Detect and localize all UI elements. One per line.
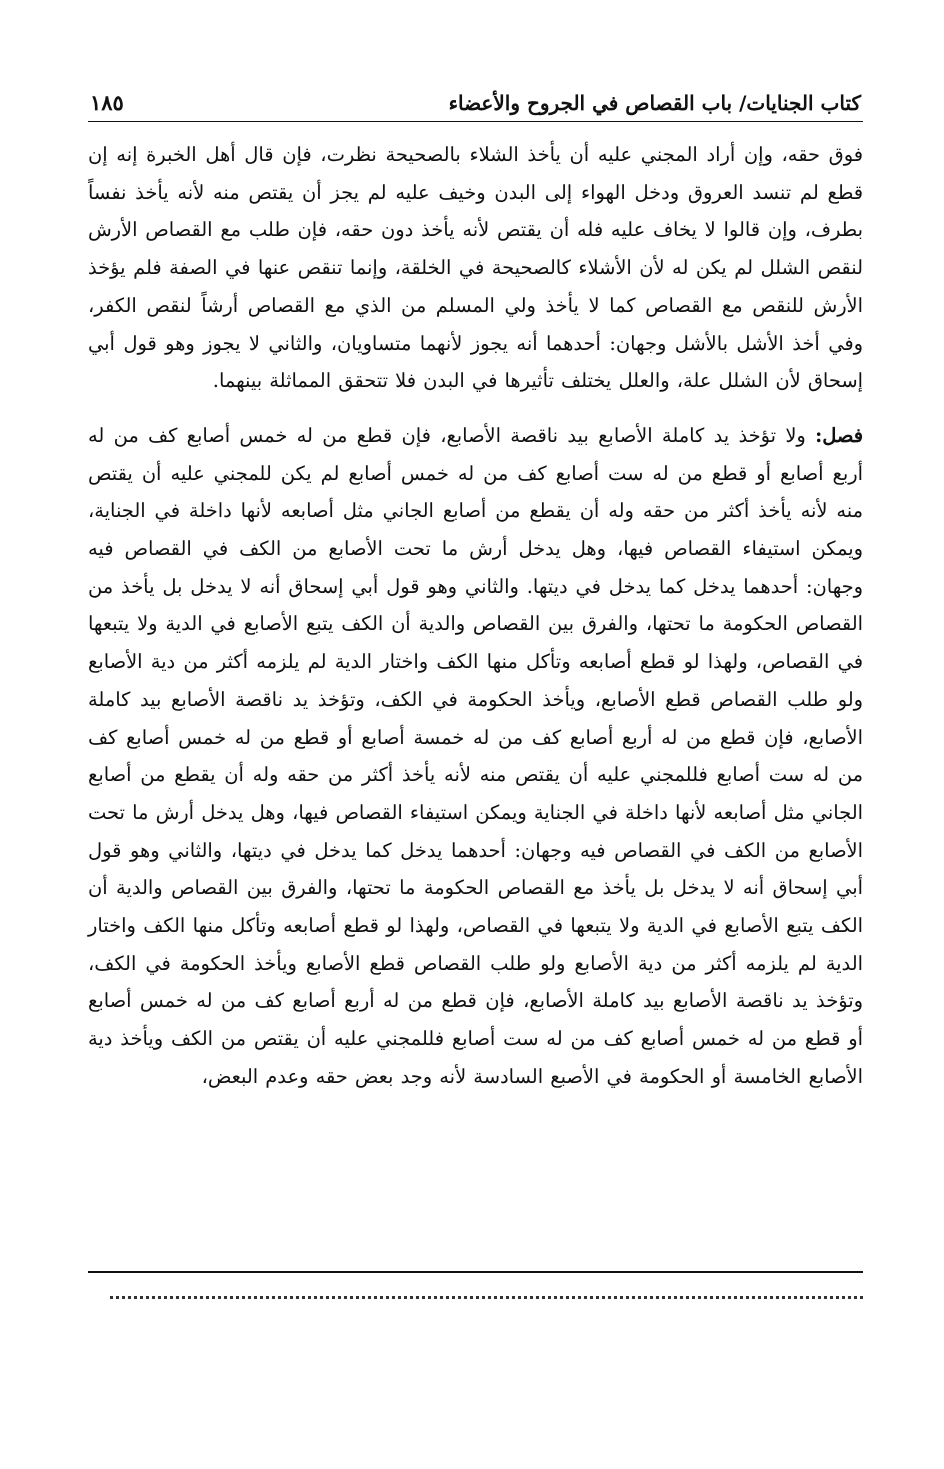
paragraph-fasl <box>88 417 863 1096</box>
paragraph-text: فوق حقه، وإن أراد المجني عليه أن يأخذ الشلاء بالصحيحة نظرت، فإن قال أهل الخبرة إنه إن قطع لم تنسد العروق ودخل الهواء إلى البدن وخيف عليه لم يجز أن يقتص منه لأنه يأخذ نفساً بطرف، وإن قالوا لا يخاف عليه فله أن يقتص لأنه يأخذ دون حقه، فإن طلب مع القصاص الأرش لنقص الشلل لم يكن له لأن الأشلاء كالصحيحة في الخلقة، وإنما تنقص عنها في الصفة فلم يؤخذ الأرش للنقص مع القصاص كما لا يأخذ ولي المسلم من الذي مع القصاص أرشاً لنقص الكفر، وفي أخذ الأشل بالأشل وجهان: أحدهما أنه يجوز لأنهما متساويان، والثاني لا يجوز وهو قول أبي إسحاق لأن الشلل علة، والعلل يختلف تأثيرها في البدن فلا تتحقق المماثلة بينهما. <box>88 143 863 393</box>
paragraph-text: ولا تؤخذ يد كاملة الأصابع بيد ناقصة الأصابع، فإن قطع من له خمس أصابع كف من له أربع أصابع أو قطع من له ست أصابع كف من له خمس أصابع لم يكن للمجني عليه أن يقتص منه لأنه يأخذ أكثر من حقه وله أن يقطع من أصابع الجاني مثل أصابعه لأنها داخلة في الجناية، ويمكن استيفاء القصاص فيها، وهل يدخل أرش ما تحت الأصابع من الكف في القصاص فيه وجهان: أحدهما يدخل كما يدخل في ديتها. والثاني وهو قول أبي إسحاق أنه لا يدخل بل يأخذ من القصاص الحكومة ما تحتها، والفرق بين القصاص والدية أن الكف يتبع الأصابع في الدية ولا يتبعها في القصاص، ولهذا لو قطع أصابعه وتأكل منها الكف واختار الدية لم يلزمه أكثر من دية الأصابع ولو طلب القصاص قطع الأصابع، ويأخذ الحكومة في الكف، وتؤخذ يد ناقصة الأصابع بيد كاملة الأصابع، فإن قطع من له أربع أصابع كف من له خمسة أصابع أو قطع من له خمس أصابع كف من له ست أصابع فللمجني عليه أن يقتص منه لأنه يأخذ أكثر من حقه وله أن يقطع من أصابع الجاني مثل أصابعه لأنها داخلة في الجناية ويمكن استيفاء القصاص فيها، وهل يدخل أرش ما تحت الأصابع من الكف في القصاص فيه وجهان: أحدهما يدخل كما يدخل في ديتها، والثاني وهو قول أبي إسحاق أنه لا يدخل بل يأخذ مع القصاص الحكومة ما تحتها، والفرق بين القصاص والدية أن الكف يتبع الأصابع في الدية ولا يتبعها في القصاص، ولهذا لو قطع أصابعه وتأكل منها الكف واختار الدية لم يلزمه أكثر من دية الأصابع ولو طلب القصاص قطع الأصابع ويأخذ الحكومة في الكف، وتؤخذ يد ناقصة الأصابع بيد كاملة الأصابع، فإن قطع من له أربع أصابع كف من له خمس أصابع أو قطع من له خمس أصابع كف من له ست أصابع فللمجني عليه أن يقتص من الكف ويأخذ دية الأصابع الخامسة أو الحكومة في الأصبع السادسة لأنه وجد بعض حقه وعدم البعض، <box>88 423 863 1088</box>
footnote-dotted-line <box>110 1296 863 1319</box>
body-text <box>88 136 863 1096</box>
footnote-separator <box>88 1271 863 1273</box>
book-page <box>88 78 863 1418</box>
paragraph <box>88 136 863 400</box>
running-header <box>88 78 863 122</box>
page-number: ١٨٥ <box>90 90 124 115</box>
section-label: فصل: <box>815 423 863 447</box>
running-title: كتاب الجنايات/ باب القصاص في الجروح والأعضاء <box>448 91 861 115</box>
